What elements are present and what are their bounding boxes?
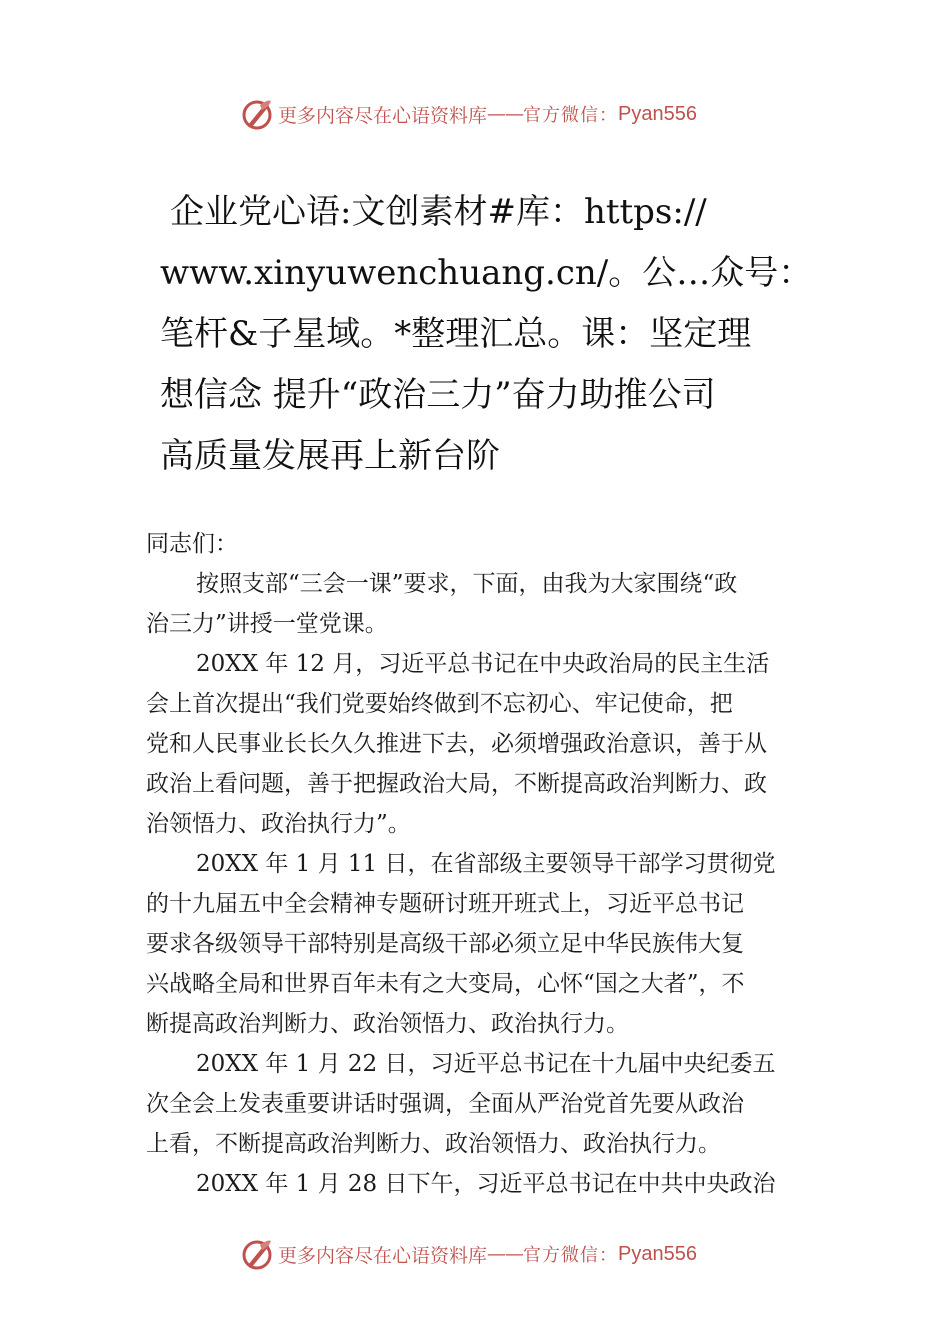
body-line: 的十九届五中全会精神专题研讨班开班式上，习近平总书记 [146,891,744,917]
document-body [146,524,826,1204]
title-line: www.xinyuwenchuang.cn/。公…众号： [160,253,813,293]
body-line: 按照支部“三会一课”要求，下面，由我为大家围绕“政 [196,571,738,597]
body-line: 治领悟力、政治执行力”。 [146,811,411,837]
body-line: 党和人民事业长长久久推进下去，必须增强政治意识，善于从 [146,731,767,757]
body-line: 上看，不断提高政治判断力、政治领悟力、政治执行力。 [146,1131,721,1157]
quill-pen-logo-icon [240,1237,274,1271]
body-line: 20XX 年 1 月 28 日下午，习近平总书记在中共中央政治 [196,1171,776,1197]
salutation: 同志们： [146,531,238,557]
title-line: 企业党心语:文创素材#库：https:// [170,192,707,232]
footer-banner [240,1236,800,1272]
banner-dash: —— [487,103,524,125]
banner-dash: —— [487,1243,524,1265]
body-line: 20XX 年 1 月 22 日，习近平总书记在十九届中央纪委五 [196,1051,776,1077]
body-line: 断提高政治判断力、政治领悟力、政治执行力。 [146,1011,629,1037]
banner-wechat-label: 官方微信： [523,1245,619,1266]
banner-wechat-id: Pyan556 [618,1242,697,1265]
banner-text: 更多内容尽在心语资料库 [278,104,488,127]
body-line: 次全会上发表重要讲话时强调，全面从严治党首先要从政治 [146,1091,744,1117]
body-line: 要求各级领导干部特别是高级干部必须立足中华民族伟大复 [146,931,744,957]
quill-pen-logo-icon [240,97,274,131]
header-banner [240,96,800,132]
body-line: 20XX 年 1 月 11 日，在省部级主要领导干部学习贯彻党 [196,851,776,877]
banner-text: 更多内容尽在心语资料库 [278,1244,488,1267]
body-line: 治三力”讲授一堂党课。 [146,611,388,637]
title-line: 高质量发展再上新台阶 [160,436,500,476]
body-line: 20XX 年 12 月，习近平总书记在中央政治局的民主生活 [196,651,770,677]
document-title [160,182,813,487]
banner-wechat-id: Pyan556 [618,102,697,125]
body-line: 会上首次提出“我们党要始终做到不忘初心、牢记使命，把 [146,691,733,717]
title-line: 想信念 提升“政治三力”奋力助推公司 [160,375,716,415]
body-line: 政治上看问题，善于把握政治大局，不断提高政治判断力、政 [146,771,767,797]
body-line: 兴战略全局和世界百年未有之大变局，心怀“国之大者”，不 [146,971,745,997]
title-line: 笔杆&子星域。*整理汇总。课：坚定理 [160,314,752,354]
banner-wechat-label: 官方微信： [523,105,619,126]
